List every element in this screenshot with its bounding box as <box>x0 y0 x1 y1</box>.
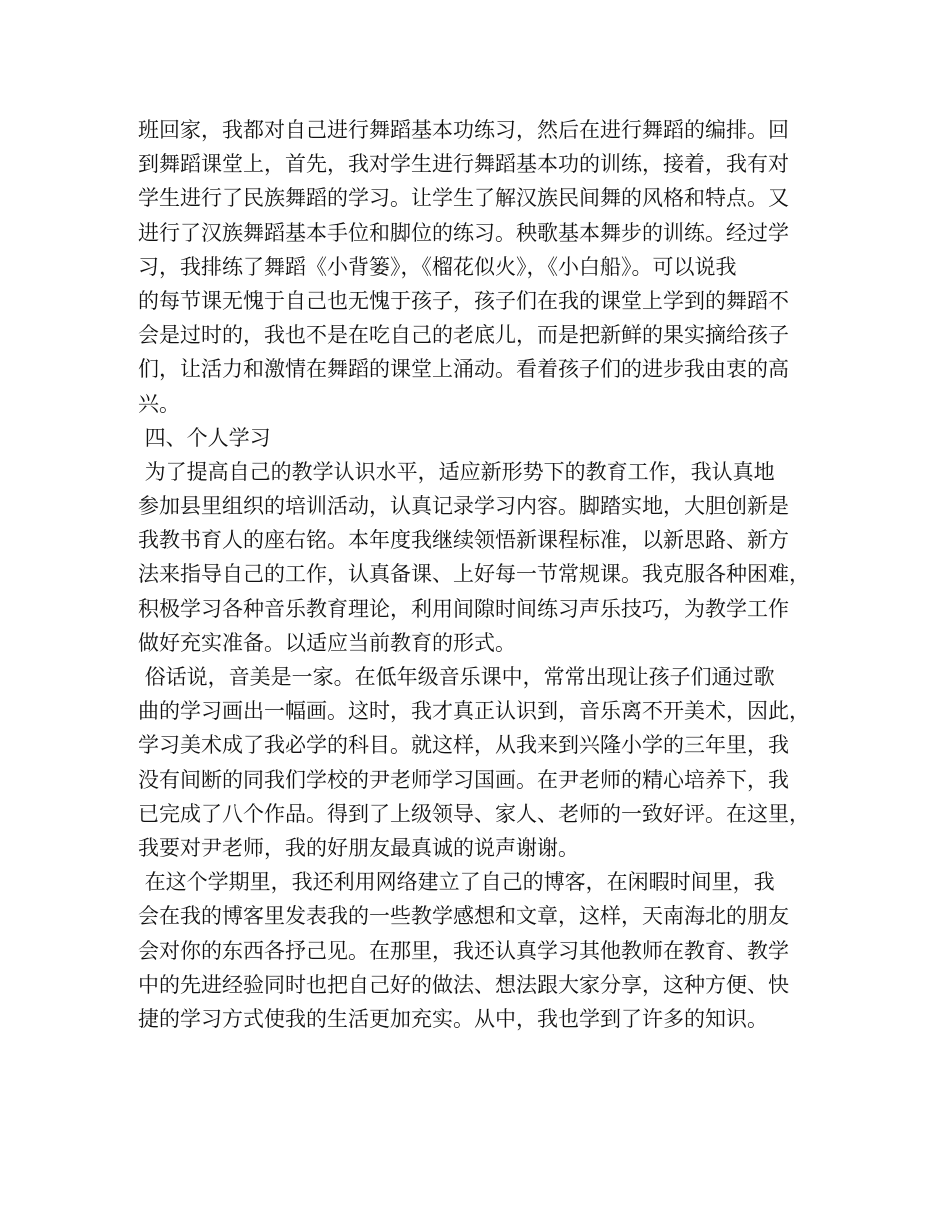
text-line: 积极学习各种音乐教育理论，利用间隙时间练习声乐技巧，为教学工作 <box>138 596 789 621</box>
text-line: 到舞蹈课堂上，首先，我对学生进行舞蹈基本功的训练，接着，我有对 <box>138 152 789 177</box>
text-line: 的每节课无愧于自己也无愧于孩子，孩子们在我的课堂上学到的舞蹈不 <box>138 288 789 313</box>
text-line: 在这个学期里，我还利用网络建立了自己的博客，在闲暇时间里，我 <box>138 870 775 895</box>
text-line: 捷的学习方式使我的生活更加充实。从中，我也学到了许多的知识。 <box>138 1006 768 1031</box>
text-line: 进行了汉族舞蹈基本手位和脚位的练习。秧歌基本舞步的训练。经过学 <box>138 220 789 245</box>
text-line: 做好充实准备。以适应当前教育的形式。 <box>138 630 516 655</box>
section-heading: 四、个人学习 <box>138 425 271 450</box>
text-line: 会是过时的，我也不是在吃自己的老底儿，而是把新鲜的果实摘给孩子 <box>138 323 789 348</box>
text-line: 已完成了八个作品。得到了上级领导、家人、老师的一致好评。在这里， <box>138 801 810 826</box>
text-line: 法来指导自己的工作，认真备课、上好每一节常规课。我克服各种困难， <box>138 562 810 587</box>
text-line: 中的先进经验同时也把自己好的做法、想法跟大家分享，这种方便、快 <box>138 972 789 997</box>
text-line: 俗话说，音美是一家。在低年级音乐课中，常常出现让孩子们通过歌 <box>138 665 775 689</box>
body-text <box>138 113 818 1036</box>
text-line: 会在我的博客里发表我的一些教学感想和文章，这样，天南海北的朋友 <box>138 904 789 929</box>
text-line: 为了提高自己的教学认识水平，适应新形势下的教育工作，我认真地 <box>138 459 775 484</box>
text-line: 没有间断的同我们学校的尹老师学习国画。在尹老师的精心培养下，我 <box>138 767 789 792</box>
text-line: 们，让活力和激情在舞蹈的课堂上涌动。看着孩子们的进步我由衷的高 <box>138 357 789 382</box>
text-line: 我要对尹老师，我的好朋友最真诚的说声谢谢。 <box>138 835 579 860</box>
text-line: 学生进行了民族舞蹈的学习。让学生了解汉族民间舞的风格和特点。又 <box>138 186 789 211</box>
text-line: 班回家，我都对自己进行舞蹈基本功练习，然后在进行舞蹈的编排。回 <box>138 118 789 142</box>
text-line: 会对你的东西各抒己见。在那里，我还认真学习其他教师在教育、教学 <box>138 938 789 963</box>
text-line: 兴。 <box>138 391 180 416</box>
text-line: 曲的学习画出一幅画。这时，我才真正认识到，音乐离不开美术，因此， <box>138 699 810 724</box>
text-line: 学习美术成了我必学的科目。就这样，从我来到兴隆小学的三年里，我 <box>138 733 789 758</box>
text-line: 我教书育人的座右铭。本年度我继续领悟新课程标准，以新思路、新方 <box>138 528 789 553</box>
text-line: 参加县里组织的培训活动，认真记录学习内容。脚踏实地，大胆创新是 <box>138 494 789 519</box>
text-line: 习，我排练了舞蹈《小背篓》，《榴花似火》，《小白船》。可以说我 <box>138 254 737 279</box>
